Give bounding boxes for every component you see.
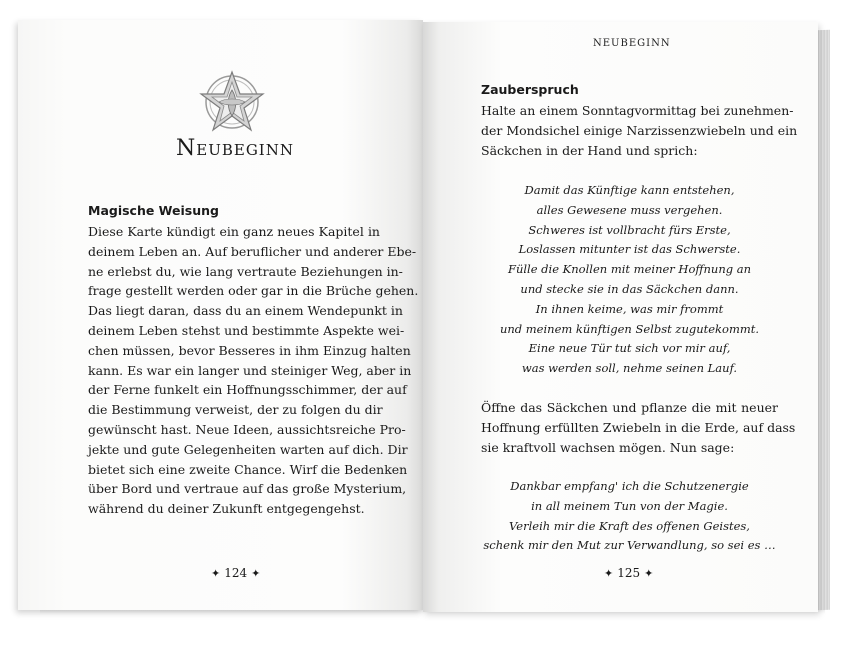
- spell-instructions-text: [481, 398, 796, 457]
- text-line: deinem Leben an. Auf beruflicher und anderer Ebe-: [88, 243, 417, 259]
- page-number-right: ✦ 125 ✦: [604, 566, 654, 580]
- spell-poem-2: [481, 477, 778, 556]
- running-header: NEUBEGINN: [593, 38, 671, 49]
- poem-line: Dankbar empfang' ich die Schutzenergie: [510, 479, 749, 493]
- text-line: über Bord und vertraue auf das große Mysterium,: [88, 481, 407, 497]
- text-line: kann. Es war ein langer und steiniger Weg, aber in: [88, 362, 412, 378]
- text-line: Halte an einem Sonntagvormittag bei zunehmen-: [481, 103, 794, 118]
- ornament-star-icon: ✦: [604, 567, 614, 580]
- poem-line: Fülle die Knollen mit meiner Hoffnung an: [507, 262, 752, 277]
- text-line: Das liegt daran, dass du an einem Wendepunkt in: [88, 303, 403, 319]
- poem-line: Eine neue Tür tut sich vor mir auf,: [528, 341, 731, 356]
- poem-line: und stecke sie in das Säckchen dann.: [520, 281, 739, 296]
- text-line: Hoffnung erfüllten Zwiebeln in die Erde, auf dass: [481, 419, 796, 435]
- ornament-star-icon: ✦: [644, 567, 654, 580]
- poem-line: und meinem künftigen Selbst zugutekommt.: [499, 321, 760, 336]
- poem-line: was werden soll, nehme seinen Lauf.: [521, 361, 738, 376]
- text-line: der Ferne funkelt ein Hoffnungsschimmer, der auf: [88, 382, 407, 398]
- text-line: deinem Leben stehst und bestimmte Aspekte wei-: [88, 322, 405, 338]
- text-line: bietet sich eine zweite Chance. Wirf die Bedenken: [88, 461, 408, 477]
- poem-line: Damit das Künftige kann entstehen,: [524, 183, 735, 197]
- poem-line: alles Gewesene muss vergehen.: [536, 202, 723, 217]
- text-line: jekte und gute Gelegenheiten warten auf dich. Dir: [88, 441, 408, 457]
- spell-intro-text: [481, 101, 798, 160]
- page-number-left: ✦ 124 ✦: [211, 566, 261, 580]
- poem-line: Loslassen mitunter ist das Schwerste.: [518, 242, 741, 257]
- spell-heading: Zauberspruch: [481, 82, 579, 97]
- text-line: der Mondsichel einige Narzissenzwiebeln und ein: [481, 122, 798, 138]
- poem-line: Verleih mir die Kraft des offenen Geistes,: [509, 518, 750, 533]
- ornament-star-icon: ✦: [211, 567, 221, 580]
- text-line: Öffne das Säckchen und pflanze die mit neuer: [481, 400, 778, 415]
- chapter-title: Neubeginn: [176, 136, 294, 161]
- text-line: chen müssen, bevor Besseres in ihm Einzug halten: [88, 342, 411, 358]
- poem-line: in all meinem Tun von der Magie.: [531, 498, 728, 513]
- text-line: sie kraftvoll wachsen mögen. Nun sage:: [481, 439, 735, 455]
- left-body-text: [88, 222, 419, 519]
- text-line: Säckchen in der Hand und sprich:: [481, 142, 698, 158]
- ornament-star-icon: ✦: [251, 567, 261, 580]
- text-line: ne erlebst du, wie lang vertraute Beziehungen in-: [88, 263, 403, 279]
- text-line: die Bestimmung verweist, der zu folgen du dir: [88, 402, 383, 418]
- spell-poem-1: [481, 181, 778, 379]
- poem-line: In ihnen keime, was mir frommt: [535, 301, 724, 316]
- text-line: während du deiner Zukunft entgegengehst.: [88, 501, 365, 517]
- magic-guidance-heading: Magische Weisung: [88, 203, 219, 218]
- text-line: Diese Karte kündigt ein ganz neues Kapitel in: [88, 224, 380, 239]
- pentagram-star-icon: [197, 68, 267, 138]
- page-edges-right: [816, 30, 830, 610]
- poem-line: Schweres ist vollbracht fürs Erste,: [528, 222, 731, 237]
- text-line: frage gestellt werden oder gar in die Brüche gehen.: [88, 283, 419, 299]
- text-line: gewünscht hast. Neue Ideen, aussichtsreiche Pro-: [88, 421, 406, 437]
- poem-line: schenk mir den Mut zur Verwandlung, so sei es …: [483, 538, 776, 553]
